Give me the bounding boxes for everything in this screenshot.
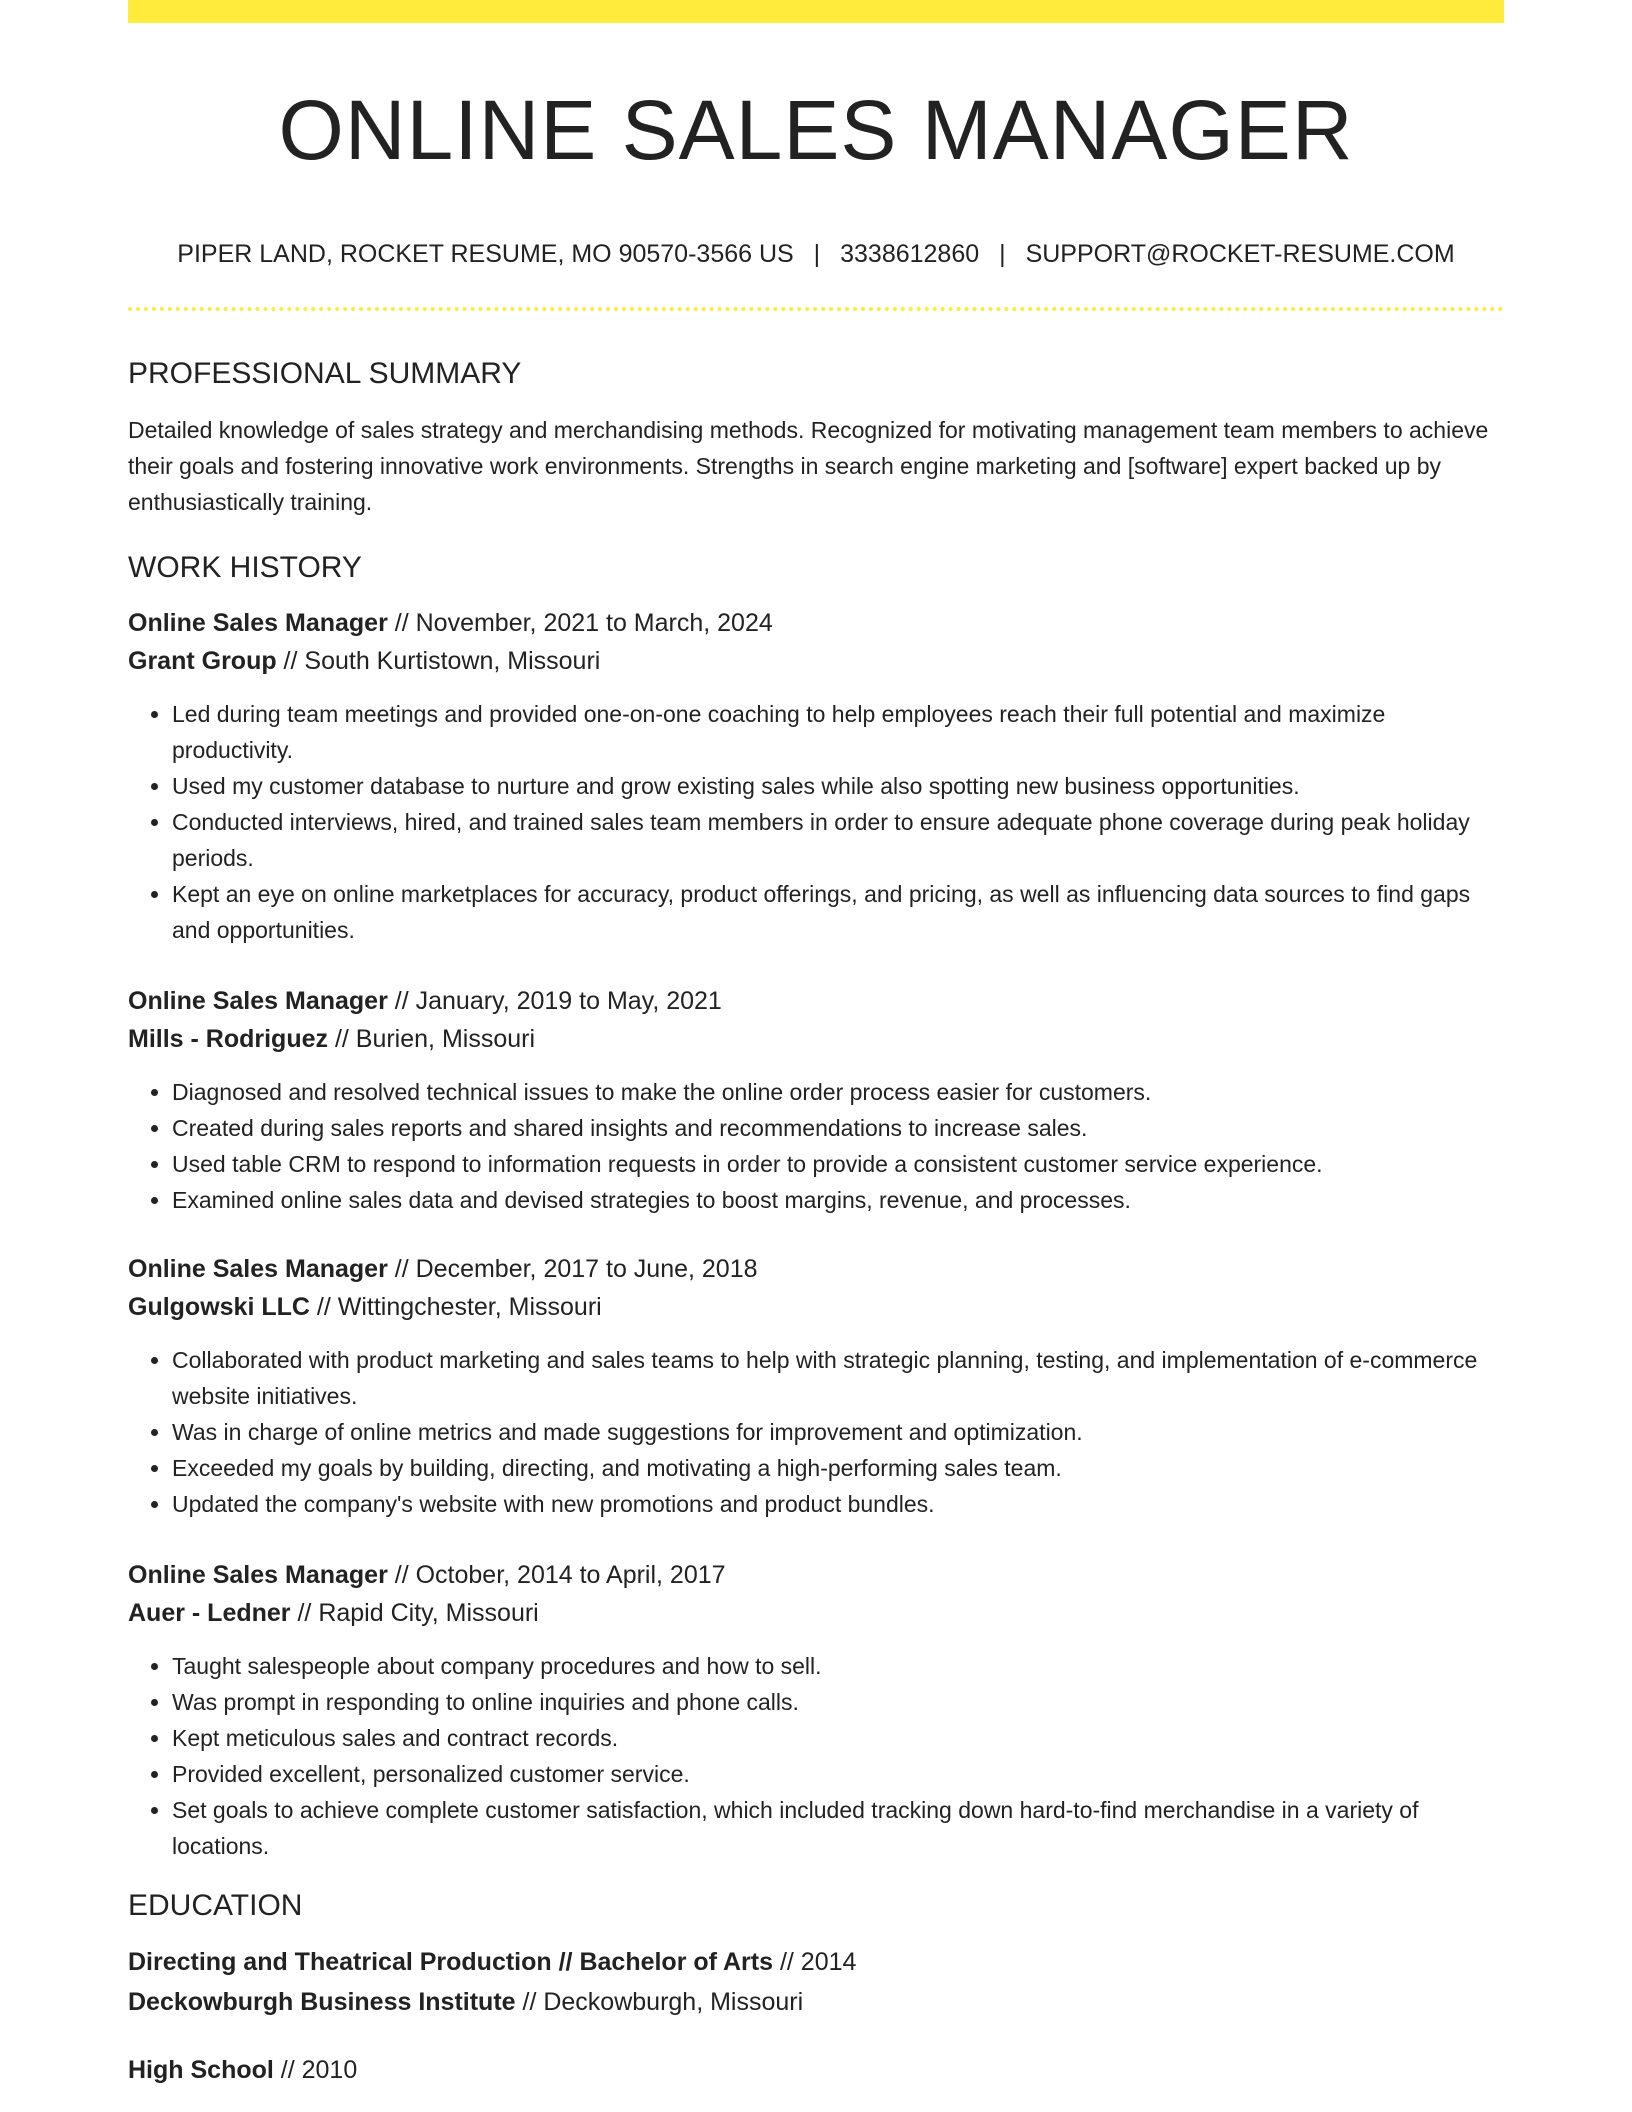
job-bullet: • Taught salespeople about company procedures and how to sell. [172, 1648, 1504, 1684]
job-location: // South Kurtistown, Missouri [276, 647, 601, 675]
job-company: Grant Group [128, 647, 277, 675]
education-entry [128, 2050, 1504, 2090]
job-bullet: • Diagnosed and resolved technical issues to make the online order process easier for customers. [172, 1074, 1504, 1110]
job-bullet: • Was prompt in responding to online inquiries and phone calls. [172, 1684, 1504, 1720]
job-company: Gulgowski LLC [128, 1293, 310, 1321]
education-degree-line [128, 1942, 1504, 1982]
job-dates: // November, 2021 to March, 2024 [387, 609, 773, 637]
job-entry [128, 982, 1504, 1218]
job-company-line [128, 1288, 1504, 1326]
job-dates: // December, 2017 to June, 2018 [387, 1255, 758, 1283]
contact-email: SUPPORT@ROCKET-RESUME.COM [1025, 240, 1455, 268]
job-company: Auer - Ledner [128, 1599, 291, 1627]
job-bullets [128, 1648, 1504, 1864]
job-bullet: • Used my customer database to nurture and grow existing sales while also spotting new business opportunities. [172, 768, 1504, 804]
job-role: Online Sales Manager [128, 1561, 388, 1589]
contact-phone: 3338612860 [840, 240, 980, 268]
job-bullet: • Created during sales reports and shared insights and recommendations to increase sales. [172, 1110, 1504, 1146]
job-bullet: • Set goals to achieve complete customer satisfaction, which included tracking down hard-to-find merchandise in a variety of locations. [172, 1792, 1504, 1864]
job-title-line [128, 982, 1504, 1020]
resume-content [128, 352, 1504, 2090]
dotted-divider [128, 307, 1504, 311]
job-bullet: • Led during team meetings and provided one-on-one coaching to help employees reach their full potential and maximize productivity. [172, 696, 1504, 768]
job-location: // Wittingchester, Missouri [309, 1293, 602, 1321]
work-history-heading: WORK HISTORY [128, 551, 362, 584]
education-degree: Directing and Theatrical Production // Bachelor of Arts [128, 1948, 774, 1976]
job-company-line [128, 1020, 1504, 1058]
job-role: Online Sales Manager [128, 609, 388, 637]
contact-separator: | [999, 240, 1006, 268]
education-year: // 2010 [273, 2056, 358, 2084]
job-title-line [128, 1250, 1504, 1288]
job-title-line [128, 604, 1504, 642]
job-company: Mills - Rodriguez [128, 1025, 328, 1053]
summary-section [128, 352, 1504, 520]
job-entry [128, 1250, 1504, 1522]
job-bullet: • Kept an eye on online marketplaces for accuracy, product offerings, and pricing, as well as influencing data sources to find gaps and opportunities. [172, 876, 1504, 948]
job-bullets [128, 696, 1504, 948]
job-title-line [128, 1556, 1504, 1594]
education-heading: EDUCATION [128, 1889, 303, 1922]
contact-address: PIPER LAND, ROCKET RESUME, MO 90570-3566 US [177, 240, 794, 268]
job-bullet: • Used table CRM to respond to information requests in order to provide a consistent customer service experience. [172, 1146, 1504, 1182]
job-role: Online Sales Manager [128, 987, 388, 1015]
summary-heading: PROFESSIONAL SUMMARY [128, 357, 522, 390]
job-location: // Rapid City, Missouri [290, 1599, 539, 1627]
job-bullet: • Collaborated with product marketing and sales teams to help with strategic planning, testing, and implementation of e-commerce website initiatives. [172, 1342, 1504, 1414]
job-bullets [128, 1074, 1504, 1218]
job-location: // Burien, Missouri [328, 1025, 536, 1053]
job-bullet: • Examined online sales data and devised strategies to boost margins, revenue, and processes. [172, 1182, 1504, 1218]
job-bullets [128, 1342, 1504, 1522]
work-history-section [128, 546, 1504, 1864]
education-location: // Deckowburgh, Missouri [515, 1988, 804, 2016]
contact-line [128, 236, 1504, 272]
job-company-line [128, 1594, 1504, 1632]
education-degree: High School [128, 2056, 274, 2084]
education-year: // 2014 [773, 1948, 857, 1976]
job-bullet: • Was in charge of online metrics and made suggestions for improvement and optimization. [172, 1414, 1504, 1450]
education-school: Deckowburgh Business Institute [128, 1988, 516, 2016]
education-school-line [128, 1982, 1504, 2022]
job-bullet: • Updated the company's website with new promotions and product bundles. [172, 1486, 1504, 1522]
resume-title: ONLINE SALES MANAGER [278, 83, 1354, 177]
job-company-line [128, 642, 1504, 680]
job-bullet: • Provided excellent, personalized customer service. [172, 1756, 1504, 1792]
job-bullet: • Exceeded my goals by building, directing, and motivating a high-performing sales team. [172, 1450, 1504, 1486]
education-section [128, 1884, 1504, 2090]
accent-bar [128, 0, 1504, 23]
education-degree-line [128, 2050, 1504, 2090]
education-entry [128, 1942, 1504, 2022]
job-bullet: • Conducted interviews, hired, and trained sales team members in order to ensure adequate phone coverage during peak holiday periods. [172, 804, 1504, 876]
contact-separator: | [813, 240, 821, 268]
job-bullet: • Kept meticulous sales and contract records. [172, 1720, 1504, 1756]
job-dates: // January, 2019 to May, 2021 [387, 987, 722, 1015]
job-dates: // October, 2014 to April, 2017 [387, 1561, 726, 1589]
job-entry [128, 604, 1504, 948]
summary-text: Detailed knowledge of sales strategy and merchandising methods. Recognized for motivating management team members to achieve their goals and fostering innovative work environments. Strengths in search engine marketing and [software] expert backed up by enthusiastically training. [128, 417, 1489, 515]
job-entry [128, 1556, 1504, 1864]
job-role: Online Sales Manager [128, 1255, 388, 1283]
